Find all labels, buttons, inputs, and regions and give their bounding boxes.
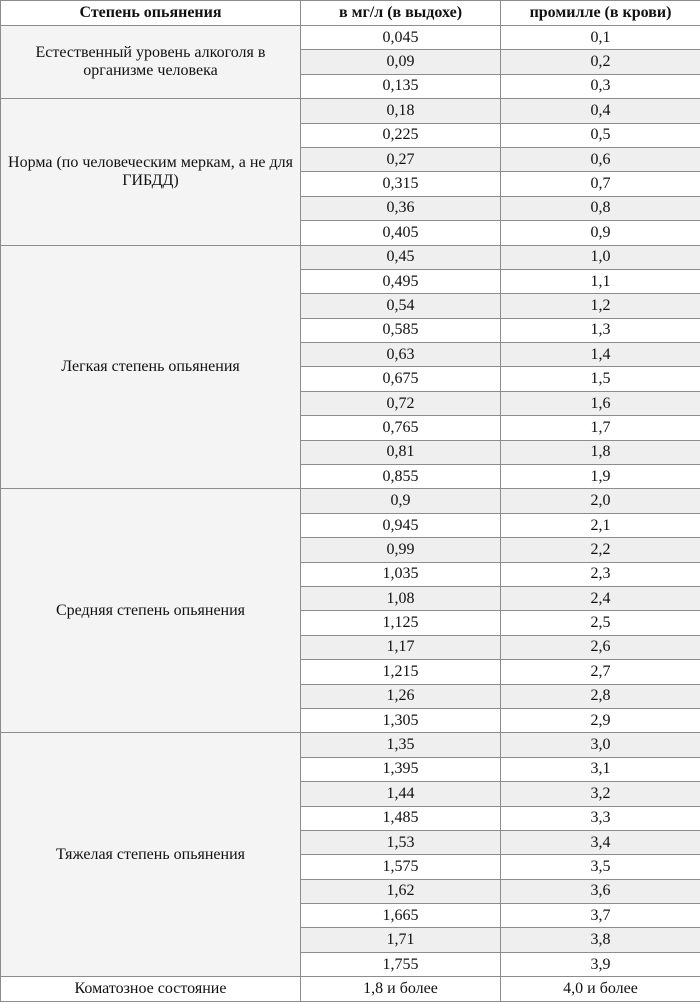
breath-mgl-cell: 1,17	[301, 635, 501, 659]
table-row	[1, 99, 700, 123]
blood-promille-cell: 0,2	[501, 50, 700, 74]
blood-promille-cell: 3,5	[501, 855, 700, 879]
breath-mgl-cell: 0,855	[301, 465, 501, 489]
blood-promille-cell: 0,9	[501, 221, 700, 245]
breath-mgl-cell: 0,225	[301, 123, 501, 147]
breath-mgl-cell: 1,395	[301, 757, 501, 781]
blood-promille-cell: 2,5	[501, 611, 700, 635]
blood-promille-cell: 3,0	[501, 733, 700, 757]
coma-label-cell: Коматозное состояние	[1, 977, 301, 1002]
table-body	[1, 26, 700, 1002]
blood-promille-cell: 0,4	[501, 99, 700, 123]
breath-mgl-cell: 0,72	[301, 391, 501, 415]
breath-mgl-cell: 1,305	[301, 708, 501, 732]
coma-breath-cell: 1,8 и более	[301, 977, 501, 1002]
breath-mgl-cell: 0,63	[301, 343, 501, 367]
breath-mgl-cell: 1,125	[301, 611, 501, 635]
blood-promille-cell: 2,4	[501, 586, 700, 610]
header-blood-promille: промилле (в крови)	[501, 1, 700, 26]
table-row	[1, 245, 700, 269]
breath-mgl-cell: 0,9	[301, 489, 501, 513]
blood-promille-cell: 2,7	[501, 660, 700, 684]
blood-promille-cell: 3,7	[501, 904, 700, 928]
blood-promille-cell: 1,9	[501, 465, 700, 489]
breath-mgl-cell: 0,18	[301, 99, 501, 123]
blood-promille-cell: 3,9	[501, 952, 700, 976]
breath-mgl-cell: 0,315	[301, 172, 501, 196]
breath-mgl-cell: 0,09	[301, 50, 501, 74]
blood-promille-cell: 0,5	[501, 123, 700, 147]
breath-mgl-cell: 1,26	[301, 684, 501, 708]
blood-promille-cell: 3,4	[501, 830, 700, 854]
breath-mgl-cell: 0,495	[301, 269, 501, 293]
blood-promille-cell: 2,6	[501, 635, 700, 659]
breath-mgl-cell: 1,62	[301, 879, 501, 903]
blood-promille-cell: 1,6	[501, 391, 700, 415]
table-row	[1, 489, 700, 513]
degree-group-label: Норма (по человеческим меркам, а не для ГИБДД)	[1, 99, 301, 245]
breath-mgl-cell: 0,045	[301, 26, 501, 50]
blood-promille-cell: 1,5	[501, 367, 700, 391]
breath-mgl-cell: 1,71	[301, 928, 501, 952]
blood-promille-cell: 2,8	[501, 684, 700, 708]
degree-group-label: Тяжелая степень опьянения	[1, 733, 301, 977]
breath-mgl-cell: 1,755	[301, 952, 501, 976]
blood-promille-cell: 2,1	[501, 513, 700, 537]
breath-mgl-cell: 0,27	[301, 147, 501, 171]
blood-promille-cell: 0,6	[501, 147, 700, 171]
breath-mgl-cell: 1,08	[301, 586, 501, 610]
breath-mgl-cell: 0,36	[301, 196, 501, 220]
breath-mgl-cell: 1,485	[301, 806, 501, 830]
breath-mgl-cell: 1,53	[301, 830, 501, 854]
blood-promille-cell: 3,3	[501, 806, 700, 830]
blood-promille-cell: 0,7	[501, 172, 700, 196]
blood-promille-cell: 2,3	[501, 562, 700, 586]
blood-promille-cell: 1,4	[501, 343, 700, 367]
breath-mgl-cell: 0,675	[301, 367, 501, 391]
breath-mgl-cell: 0,54	[301, 294, 501, 318]
breath-mgl-cell: 1,575	[301, 855, 501, 879]
breath-mgl-cell: 0,135	[301, 74, 501, 98]
blood-promille-cell: 1,3	[501, 318, 700, 342]
breath-mgl-cell: 1,215	[301, 660, 501, 684]
breath-mgl-cell: 0,81	[301, 440, 501, 464]
breath-mgl-cell: 0,405	[301, 221, 501, 245]
breath-mgl-cell: 1,44	[301, 782, 501, 806]
coma-row	[1, 977, 700, 1002]
table-row	[1, 733, 700, 757]
blood-promille-cell: 1,8	[501, 440, 700, 464]
breath-mgl-cell: 0,99	[301, 538, 501, 562]
breath-mgl-cell: 0,585	[301, 318, 501, 342]
breath-mgl-cell: 0,945	[301, 513, 501, 537]
breath-mgl-cell: 0,45	[301, 245, 501, 269]
blood-promille-cell: 1,2	[501, 294, 700, 318]
breath-mgl-cell: 1,035	[301, 562, 501, 586]
coma-blood-cell: 4,0 и более	[501, 977, 700, 1002]
header-row	[1, 1, 700, 26]
table-row	[1, 26, 700, 50]
blood-promille-cell: 0,8	[501, 196, 700, 220]
breath-mgl-cell: 1,665	[301, 904, 501, 928]
blood-promille-cell: 3,8	[501, 928, 700, 952]
blood-promille-cell: 3,6	[501, 879, 700, 903]
degree-group-label: Средняя степень опьянения	[1, 489, 301, 733]
blood-promille-cell: 0,3	[501, 74, 700, 98]
blood-promille-cell: 2,0	[501, 489, 700, 513]
breath-mgl-cell: 0,765	[301, 416, 501, 440]
blood-promille-cell: 3,2	[501, 782, 700, 806]
blood-promille-cell: 1,1	[501, 269, 700, 293]
blood-promille-cell: 3,1	[501, 757, 700, 781]
blood-promille-cell: 1,0	[501, 245, 700, 269]
degree-group-label: Легкая степень опьянения	[1, 245, 301, 489]
header-degree: Степень опьянения	[1, 1, 301, 26]
breath-mgl-cell: 1,35	[301, 733, 501, 757]
degree-group-label: Естественный уровень алкоголя в организме человека	[1, 26, 301, 99]
header-breath-mgl: в мг/л (в выдохе)	[301, 1, 501, 26]
blood-promille-cell: 2,2	[501, 538, 700, 562]
blood-promille-cell: 0,1	[501, 26, 700, 50]
blood-promille-cell: 2,9	[501, 708, 700, 732]
blood-promille-cell: 1,7	[501, 416, 700, 440]
